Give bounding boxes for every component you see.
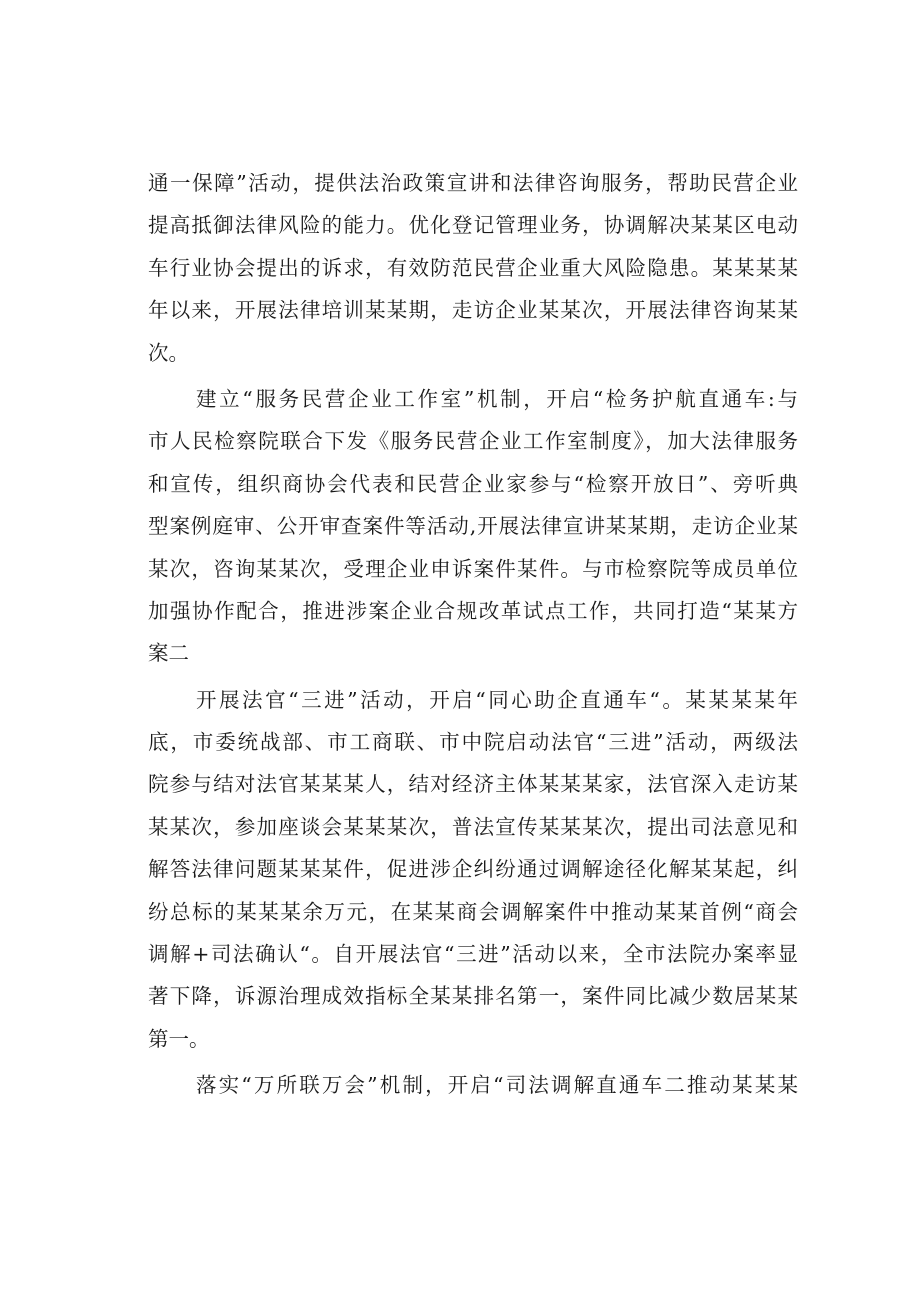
text-line: 和宣传，组织商协会代表和民营企业家参与“检察开放日”、旁听典 bbox=[148, 471, 798, 496]
text-line: 院参与结对法官某某某人，结对经济主体某某某家，法官深入走访某 bbox=[148, 772, 798, 797]
text-line: 车行业协会提出的诉求，有效防范民营企业重大风险隐患。某某某某 bbox=[148, 255, 798, 280]
paragraph-4 bbox=[148, 1064, 798, 1106]
text-line: 市人民检察院联合下发《服务民营企业工作室制度》，加大法律服务 bbox=[148, 429, 798, 454]
paragraph-3 bbox=[148, 679, 798, 1061]
paragraph-1 bbox=[148, 162, 798, 374]
text-line: 提高抵御法律风险的能力。优化登记管理业务，协调解决某某区电动 bbox=[148, 213, 798, 238]
text-line: 通一保障”活动，提供法治政策宣讲和法律咨询服务，帮助民营企业 bbox=[148, 171, 798, 195]
text-line: 某次，咨询某某次，受理企业申诉案件某件。与市检察院等成员单位 bbox=[148, 556, 798, 581]
text-line: 纷总标的某某某余万元，在某某商会调解案件中推动某某首例“商会 bbox=[148, 899, 798, 924]
paragraph-2 bbox=[148, 378, 798, 675]
text-line: 第一。 bbox=[148, 1026, 210, 1051]
text-line: 著下降，诉源治理成效指标全某某排名第一，案件同比减少数居某某 bbox=[148, 984, 798, 1009]
text-line: 底，市委统战部、市工商联、市中院启动法官“三进”活动，两级法 bbox=[148, 730, 798, 755]
text-line: 建立“服务民营企业工作室”机制，开启“检务护航直通车:与 bbox=[196, 386, 798, 411]
text-line: 某某次，参加座谈会某某某次，普法宣传某某某次，提出司法意见和 bbox=[148, 814, 798, 839]
text-line: 调解+司法确认“。自开展法官“三进”活动以来，全市法院办案率显 bbox=[148, 942, 798, 967]
text-line: 年以来，开展法律培训某某期，走访企业某某次，开展法律咨询某某 bbox=[148, 298, 798, 323]
text-line: 开展法官“三进”活动，开启“同心助企直通车“。某某某某年 bbox=[196, 687, 798, 712]
text-line: 型案例庭审、公开审查案件等活动,开展法律宣讲某某期，走访企业某 bbox=[148, 514, 798, 539]
text-line: 解答法律问题某某某件，促进涉企纠纷通过调解途径化解某某起，纠 bbox=[148, 857, 798, 882]
text-line: 加强协作配合，推进涉案企业合规改革试点工作，共同打造“某某方 bbox=[148, 598, 798, 623]
text-line: 案二 bbox=[148, 641, 189, 666]
document-body bbox=[148, 162, 798, 1107]
text-line: 落实“万所联万会”机制，开启“司法调解直通车二推动某某某 bbox=[196, 1073, 798, 1098]
text-line: 次。 bbox=[148, 340, 189, 365]
